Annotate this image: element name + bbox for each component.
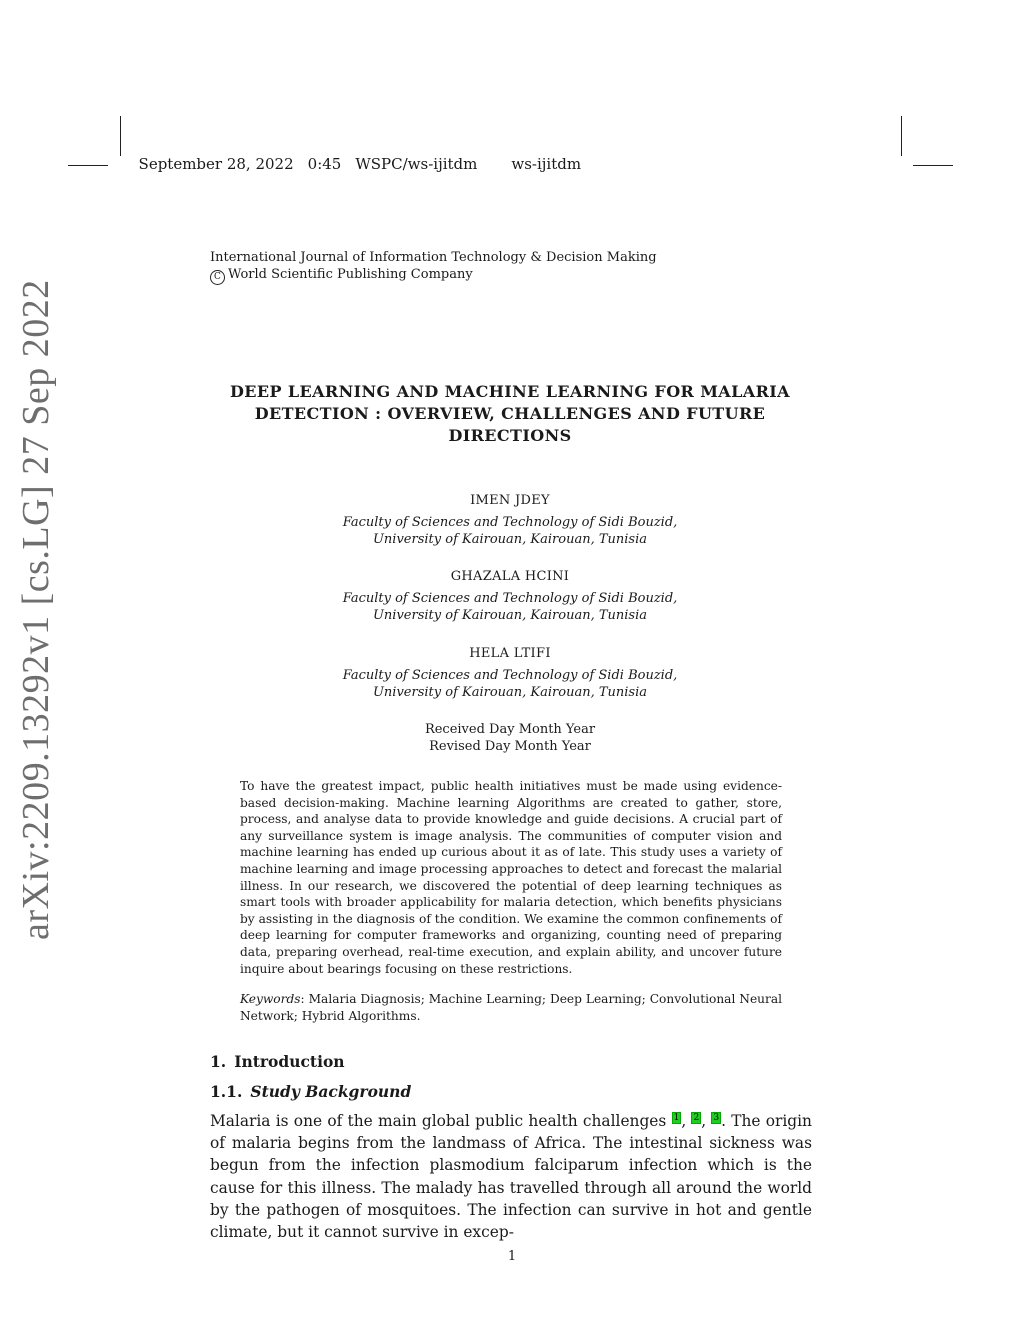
subsection-number: 1.1. xyxy=(210,1082,243,1101)
citation-link[interactable]: 2 xyxy=(693,1113,700,1123)
author-affiliation: Faculty of Sciences and Technology of Sidi Bouzid, xyxy=(342,515,678,530)
body-text: Malaria is one of the main global public health challenges xyxy=(210,1112,672,1130)
citation-link[interactable]: 3 xyxy=(713,1113,720,1123)
section-title: Introduction xyxy=(234,1052,345,1071)
abstract: To have the greatest impact, public health initiatives must be made using evidence-based decision-making. Machine learning Algorithms are created to gather, store, process, and analyse data to provide knowledge and guide decisions. A crucial part of any surveillance system is image analysis. The communities of computer vision and machine learning has ended up curious about it as of late. This study uses a variety of machine learning and image processing approaches to detect and forecast the malarial illness. In our research, we discovered the potential of deep learning techniques as smart tools with broader applicability for malaria detection, which benefits physicians by assisting in the diagnosis of the condition. We examine the common confinements of deep learning for computer frameworks and organizing, counting need of preparing data, preparing overhead, real-time execution, and explain ability, and uncover future inquire about bearings focusing on these restrictions. xyxy=(240,779,782,976)
author-affiliation: Faculty of Sciences and Technology of Sidi Bouzid, xyxy=(342,591,678,606)
author-affiliation: University of Kairouan, Kairouan, Tunisia xyxy=(372,608,648,623)
keywords-text: : Malaria Diagnosis; Machine Learning; Deep Learning; Convolutional Neural Network; Hybrid Algorithms. xyxy=(240,992,782,1023)
received-dates xyxy=(360,721,660,755)
author-block-2 xyxy=(260,568,760,624)
author-name: IMEN JDEY xyxy=(470,493,550,508)
keywords xyxy=(240,991,782,1024)
author-name: GHAZALA HCINI xyxy=(450,569,570,584)
citation-link[interactable]: 1 xyxy=(673,1113,680,1123)
author-block-1 xyxy=(260,492,760,548)
running-head-file: ws-ijitdm xyxy=(511,155,582,173)
author-affiliation: University of Kairouan, Kairouan, Tunisia xyxy=(372,532,648,547)
arxiv-stamp: arXiv:2209.13292v1 [cs.LG] 27 Sep 2022 xyxy=(15,279,57,940)
keywords-label: Keywords xyxy=(240,992,301,1006)
author-block-3 xyxy=(260,645,760,701)
running-head-date: September 28, 2022 xyxy=(138,155,294,173)
received-date: Received Day Month Year xyxy=(424,722,596,737)
paper-title: DEEP LEARNING AND MACHINE LEARNING FOR MALARIA DETECTION : OVERVIEW, CHALLENGES AND FUTURE DIRECTIONS xyxy=(229,382,790,445)
author-affiliation: Faculty of Sciences and Technology of Sidi Bouzid, xyxy=(342,668,678,683)
journal-name: International Journal of Information Technology & Decision Making xyxy=(210,250,657,265)
publisher-line xyxy=(210,266,657,285)
running-head xyxy=(129,137,595,173)
revised-date: Revised Day Month Year xyxy=(429,739,591,754)
author-affiliation: University of Kairouan, Kairouan, Tunisia xyxy=(372,685,648,700)
author-name: HELA LTIFI xyxy=(469,646,551,661)
section-number: 1. xyxy=(210,1052,227,1071)
subsection-heading xyxy=(210,1082,411,1101)
body-text: . The origin of malaria begins from the landmass of Africa. The intestinal sickness was begun from the infection plasmodium falciparum infection which is the cause for this illness. The malady has travelled through all around the world by the pathogen of mosquitoes. The infection can survive in hot and gentle climate, but it cannot survive in excep- xyxy=(210,1112,812,1242)
running-head-time: 0:45 xyxy=(307,155,342,173)
publisher-name: World Scientific Publishing Company xyxy=(228,267,473,282)
body-paragraph: Malaria is one of the main global public health challenges 1 , 2 , 3 . The origin of malaria begins from the landmass of Africa. The intestinal sickness was begun from the infection plasmodium falciparum infection which is the cause for this illness. The malady has travelled through all around the world by the pathogen of mosquitoes. The infection can survive in hot and gentle climate, but it cannot survive in excep- xyxy=(210,1112,812,1242)
crop-mark-right-horizontal xyxy=(913,165,953,166)
crop-mark-left-vertical xyxy=(120,116,121,156)
subsection-title: Study Background xyxy=(250,1082,412,1101)
crop-mark-right-vertical xyxy=(901,116,902,156)
journal-info xyxy=(210,249,657,285)
section-heading xyxy=(210,1052,345,1071)
crop-mark-left-horizontal xyxy=(68,165,108,166)
page-number: 1 xyxy=(507,1249,517,1264)
running-head-style: WSPC/ws-ijitdm xyxy=(355,155,478,173)
copyright-icon: C xyxy=(210,270,225,285)
